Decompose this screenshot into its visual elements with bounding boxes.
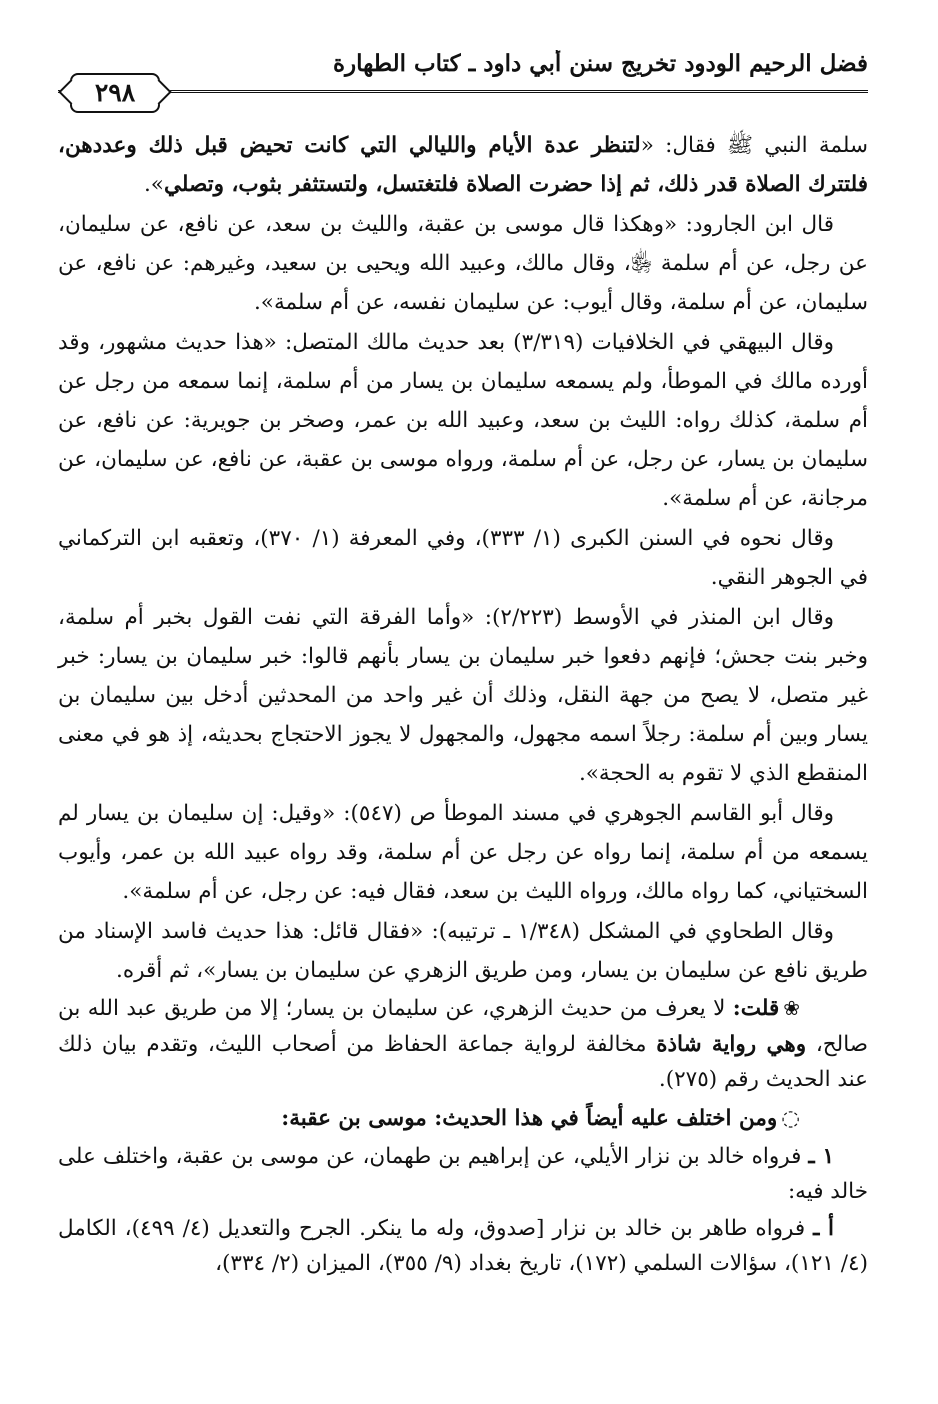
page-number: ٢٩٨ bbox=[70, 73, 160, 113]
paragraph-10-text: فرواه خالد بن نزار الأيلي، عن إبراهيم بن طهمان، عن موسى بن عقبة، واختلف على خالد فيه: bbox=[58, 1143, 868, 1204]
paragraph-6: وقال أبو القاسم الجوهري في مسند الموطأ ص (٥٤٧): «وقيل: إن سليمان بن يسار لم يسمعه من أم سلمة، إنما رواه عن رجل عن أم سلمة، وقد رواه عبيد الله بن عمر، وأيوب السختياني، كما رواه مالك، ورواه الليث بن سعد، فقال فيه: عن رجل، عن أم سلمة». bbox=[58, 801, 868, 904]
paragraph-3: وقال البيهقي في الخلافيات (٣/٣١٩) بعد حديث مالك المتصل: «هذا حديث مشهور، وقد أورده مالك في الموطأ، ولم يسمعه سليمان بن يسار من أم سلمة، إنما سمعه من رجل عن أم سلمة، كذلك رواه: الليث بن سعد، وعبيد الله بن عمر، وصخر بن جويرية: عن نافع، عن سليمان بن يسار، عن رجل، عن أم سلمة، ورواه موسى بن عقبة، عن نافع، عن سليمان، عن مرجانة، عن أم سلمة». bbox=[58, 330, 868, 511]
paragraph-7: وقال الطحاوي في المشكل (١/٣٤٨ ـ ترتيبه): «فقال قائل: هذا حديث فاسد الإسناد من طريق نافع عن سليمان بن يسار، ومن طريق الزهري عن سليمان بن يسار»، ثم أقره. bbox=[58, 919, 868, 983]
section-heading: ومن اختلف عليه أيضاً في هذا الحديث: موسى بن عقبة: bbox=[281, 1105, 778, 1131]
paragraph-8 bbox=[58, 991, 868, 1098]
paragraph-1 bbox=[58, 126, 868, 204]
paragraph-11-text: فرواه طاهر بن خالد بن نزار [صدوق، وله ما ينكر. الجرح والتعديل (٤/ ٤٩٩)، الكامل (٤/ ١٢١)، سؤالات السلمي (١٧٢)، تاريخ بغداد (٩/ ٣٥٥)، الميزان (٢/ ٣٣٤)، bbox=[58, 1215, 868, 1276]
body-text bbox=[58, 126, 868, 1283]
paragraph-4: وقال نحوه في السنن الكبرى (١/ ٣٣٣)، وفي المعرفة (١/ ٣٧٠)، وتعقبه ابن التركماني في الجوهر النقي. bbox=[58, 526, 868, 590]
book-page bbox=[58, 40, 868, 1370]
paragraph-1-tail: ». bbox=[143, 172, 164, 197]
paragraph-2: قال ابن الجارود: «وهكذا قال موسى بن عقبة، والليث بن سعد، عن نافع، عن سليمان، عن رجل، عن أم سلمة ﵂، وقال مالك، وعبيد الله ويحيى بن سعيد، وغيرهم: عن نافع، عن سليمان، عن أم سلمة، وقال أيوب: عن سليمان نفسه، عن أم سلمة». bbox=[58, 212, 868, 315]
qultu-label: قلت: bbox=[732, 996, 780, 1021]
item-number-1: ١ ـ bbox=[808, 1143, 834, 1169]
header-rule bbox=[58, 90, 868, 93]
flower-icon: ❀ bbox=[783, 996, 800, 1020]
running-header: فضل الرحيم الودود تخريج سنن أبي داود ـ كتاب الطهارة bbox=[332, 50, 868, 77]
paragraph-5: وقال ابن المنذر في الأوسط (٢/٢٢٣): «وأما الفرقة التي نفت القول بخبر أم سلمة، وخبر بنت جحش؛ فإنهم دفعوا خبر سليمان بن يسار بأنهم قالوا: خبر سليمان بن يسار: خبر غير متصل، لا يصح من جهة النقل، وذلك أن غير واحد من المحدثين أدخل بين سليمان بن يسار وبين أم سلمة: رجلاً اسمه مجهول، والمجهول لا يجوز الاحتجاج بحديثه، إذ هو في معنى المنقطع الذي لا تقوم به الحجة». bbox=[58, 605, 868, 786]
hadith-quote: لتنظر عدة الأيام والليالي التي كانت تحيض قبل ذلك وعددهن، فلتترك الصلاة قدر ذلك، ثم إذا حضرت الصلاة فلتغتسل، ولتستثفر بثوب، وتصلي bbox=[58, 133, 868, 197]
paragraph-10 bbox=[58, 1139, 868, 1210]
paragraph-8-text-c: مخالفة لرواية جماعة الحفاظ من أصحاب الليث، وتقدم بيان ذلك عند الحديث رقم (٢٧٥). bbox=[58, 1031, 868, 1092]
paragraph-8-text-a: لا يعرف من حديث الزهري، عن سليمان بن يسار؛ إلا من طريق عبد الله بن صالح، bbox=[58, 996, 869, 1057]
item-letter-alif: أ ـ bbox=[813, 1215, 834, 1241]
paragraph-1-lead: سلمة النبي ﷺ فقال: « bbox=[640, 133, 868, 158]
paragraph-8-emphasis: وهي رواية شاذة bbox=[656, 1031, 807, 1057]
paragraph-11 bbox=[58, 1211, 868, 1282]
bullet-icon: ◌ bbox=[781, 1105, 800, 1131]
paragraph-9 bbox=[58, 1099, 868, 1138]
